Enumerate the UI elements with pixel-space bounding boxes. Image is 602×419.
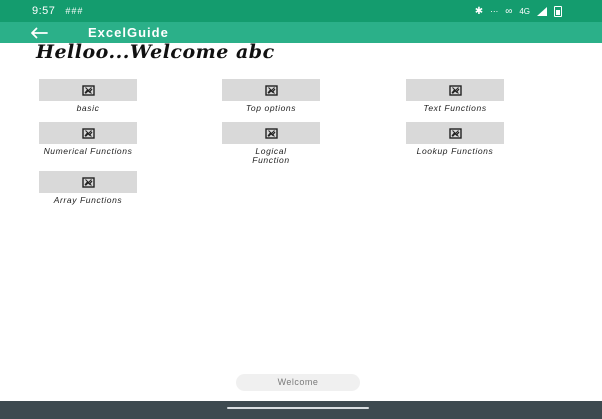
tile-numerical-functions: [21, 122, 155, 156]
tile-logical-function: [204, 122, 338, 165]
tile-label: Top options: [245, 103, 297, 113]
tile-label: Text Functions: [423, 103, 487, 113]
battery-icon: [554, 6, 562, 17]
logical-function-button[interactable]: [222, 122, 320, 144]
basic-button[interactable]: [39, 79, 137, 101]
hotspot-icon: ∞: [505, 5, 513, 17]
welcome-heading: Helloo...Welcome abc: [36, 41, 275, 63]
welcome-button[interactable]: Welcome: [236, 374, 360, 391]
home-indicator[interactable]: [227, 407, 369, 409]
numerical-functions-button[interactable]: [39, 122, 137, 144]
tile-label: Logical Function: [252, 146, 290, 165]
tile-array-functions: [21, 171, 155, 205]
tile-label: Lookup Functions: [416, 146, 494, 156]
tile-label: Array Functions: [53, 195, 123, 205]
array-functions-button[interactable]: [39, 171, 137, 193]
tile-top-options: [204, 79, 338, 113]
navigation-bar: [0, 401, 602, 419]
status-left: [32, 5, 83, 17]
top-options-button[interactable]: [222, 79, 320, 101]
tile-label: Numerical Functions: [43, 146, 133, 156]
volte-icon: ⋯: [490, 6, 499, 16]
app-bar: [0, 22, 602, 43]
status-right: [475, 6, 562, 17]
status-time: 9:57: [32, 5, 56, 17]
bluetooth-icon: ✱: [474, 5, 484, 17]
text-functions-button[interactable]: [406, 79, 504, 101]
status-bar: [0, 0, 602, 22]
lookup-functions-button[interactable]: [406, 122, 504, 144]
tile-basic: [21, 79, 155, 113]
broken-image-icon: [82, 128, 95, 139]
network-label: 4G: [519, 6, 530, 16]
broken-image-icon: [82, 177, 95, 188]
tile-label: basic: [76, 103, 100, 113]
signal-icon: [537, 7, 547, 16]
broken-image-icon: [82, 85, 95, 96]
notification-dots: ###: [65, 6, 84, 16]
arrow-left-icon[interactable]: [30, 23, 58, 43]
broken-image-icon: [265, 128, 278, 139]
app-title: ExcelGuide: [88, 25, 169, 40]
broken-image-icon: [265, 85, 278, 96]
broken-image-icon: [449, 85, 462, 96]
broken-image-icon: [449, 128, 462, 139]
tile-lookup-functions: [388, 122, 522, 156]
tile-text-functions: [388, 79, 522, 113]
